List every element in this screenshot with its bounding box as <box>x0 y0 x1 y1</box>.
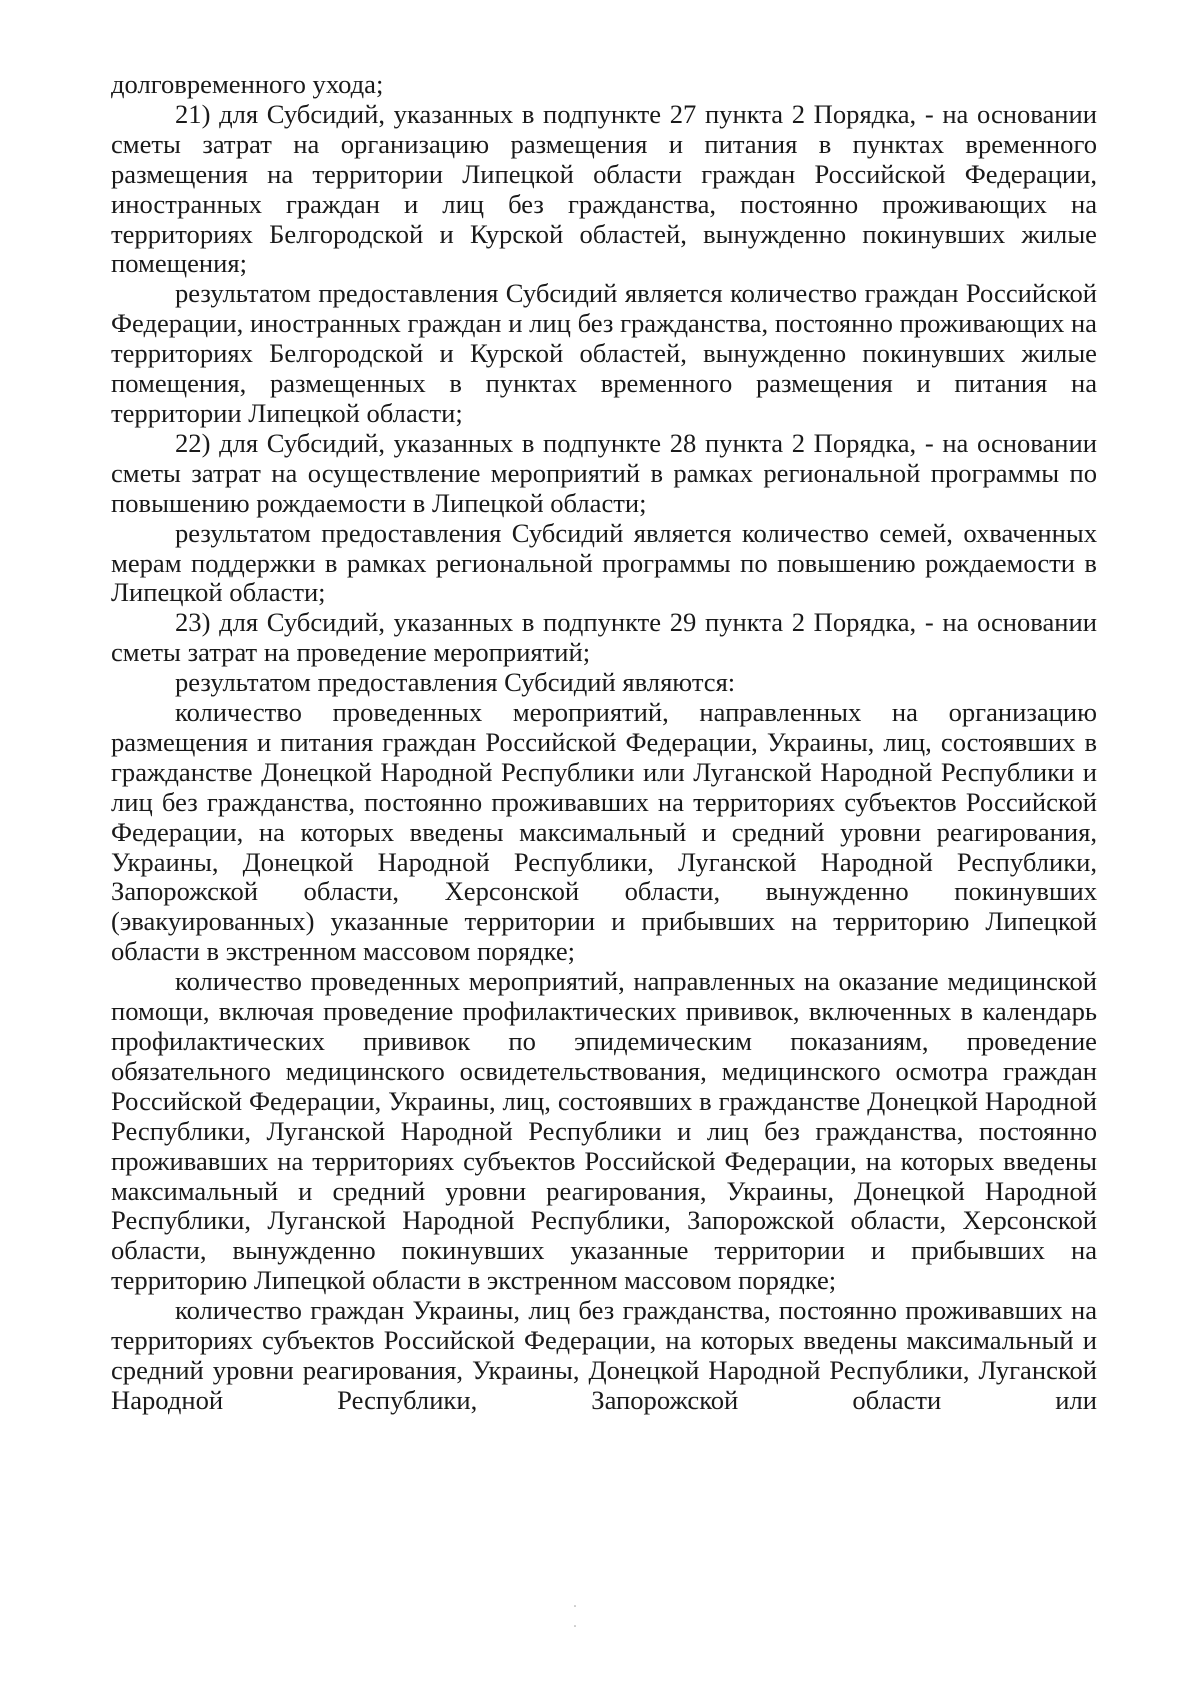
paragraph-result-23-citizens: количество граждан Украины, лиц без гражданства, постоянно проживавших на территориях субъектов Российской Федерации, на которых введены максимальный и средний уровни реагирования, Украины, Донецкой Народной Республики, Луганской Народной Республики, Запорожской области или <box>111 1295 1097 1415</box>
scan-speck <box>574 1625 576 1627</box>
paragraph-result-22: результатом предоставления Субсидий является количество семей, охваченных мерам поддержки в рамках региональной программы по повышению рождаемости в Липецкой области; <box>111 517 1097 608</box>
paragraph-result-21: результатом предоставления Субсидий является количество граждан Российской Федерации, иностранных граждан и лиц без гражданства, постоянно проживающих на территориях Белгородской и Курской областей, вынужденно покинувших жилые помещения, размещенных в пунктах временного размещения и питания на территории Липецкой области; <box>111 278 1097 428</box>
paragraph-result-23-medical: количество проведенных мероприятий, направленных на оказание медицинской помощи, включая проведение профилактических прививок, включенных в календарь профилактических прививок по эпидемическим показаниям, проведение обязательного медицинского освидетельствования, медицинского осмотра граждан Российской Федерации, Украины, лиц, состоявших в гражданстве Донецкой Народной Республики, Луганской Народной Республики и лиц без гражданства, постоянно проживавших на территориях субъектов Российской Федерации, на которых введены максимальный и средний уровни реагирования, Украины, Донецкой Народной Республики, Луганской Народной Республики, Запорожской области, Херсонской области, вынужденно покинувших указанные территории и прибывших на территорию Липецкой области в экстренном массовом порядке; <box>111 966 1097 1296</box>
paragraph-result-23-intro: результатом предоставления Субсидий являются: <box>175 667 736 698</box>
paragraph-item-22: 22) для Субсидий, указанных в подпункте 28 пункта 2 Порядка, - на основании сметы затрат на осуществление мероприятий в рамках региональной программы по повышению рождаемости в Липецкой области; <box>111 427 1097 518</box>
paragraph-item-23: 23) для Субсидий, указанных в подпункте 29 пункта 2 Порядка, - на основании сметы затрат на проведение мероприятий; <box>111 607 1097 668</box>
scan-speck <box>574 1605 576 1607</box>
paragraph-continuation: долговременного ухода; <box>111 69 384 99</box>
paragraph-result-23-placement: количество проведенных мероприятий, направленных на организацию размещения и питания граждан Российской Федерации, Украины, лиц, состоявших в гражданстве Донецкой Народной Республики или Луганской Народной Республики и лиц без гражданства, постоянно проживавших на территориях субъектов Российской Федерации, на которых введены максимальный и средний уровни реагирования, Украины, Донецкой Народной Республики, Луганской Народной Республики, Запорожской области, Херсонской области, вынужденно покинувших (эвакуированных) указанные территории и прибывших на территорию Липецкой области в экстренном массовом порядке; <box>111 697 1097 967</box>
paragraph-item-21: 21) для Субсидий, указанных в подпункте 27 пункта 2 Порядка, - на основании сметы затрат на организацию размещения и питания в пунктах временного размещения на территории Липецкой области граждан Российской Федерации, иностранных граждан и лиц без гражданства, постоянно проживающих на территориях Белгородской и Курской областей, вынужденно покинувших жилые помещения; <box>111 98 1097 279</box>
